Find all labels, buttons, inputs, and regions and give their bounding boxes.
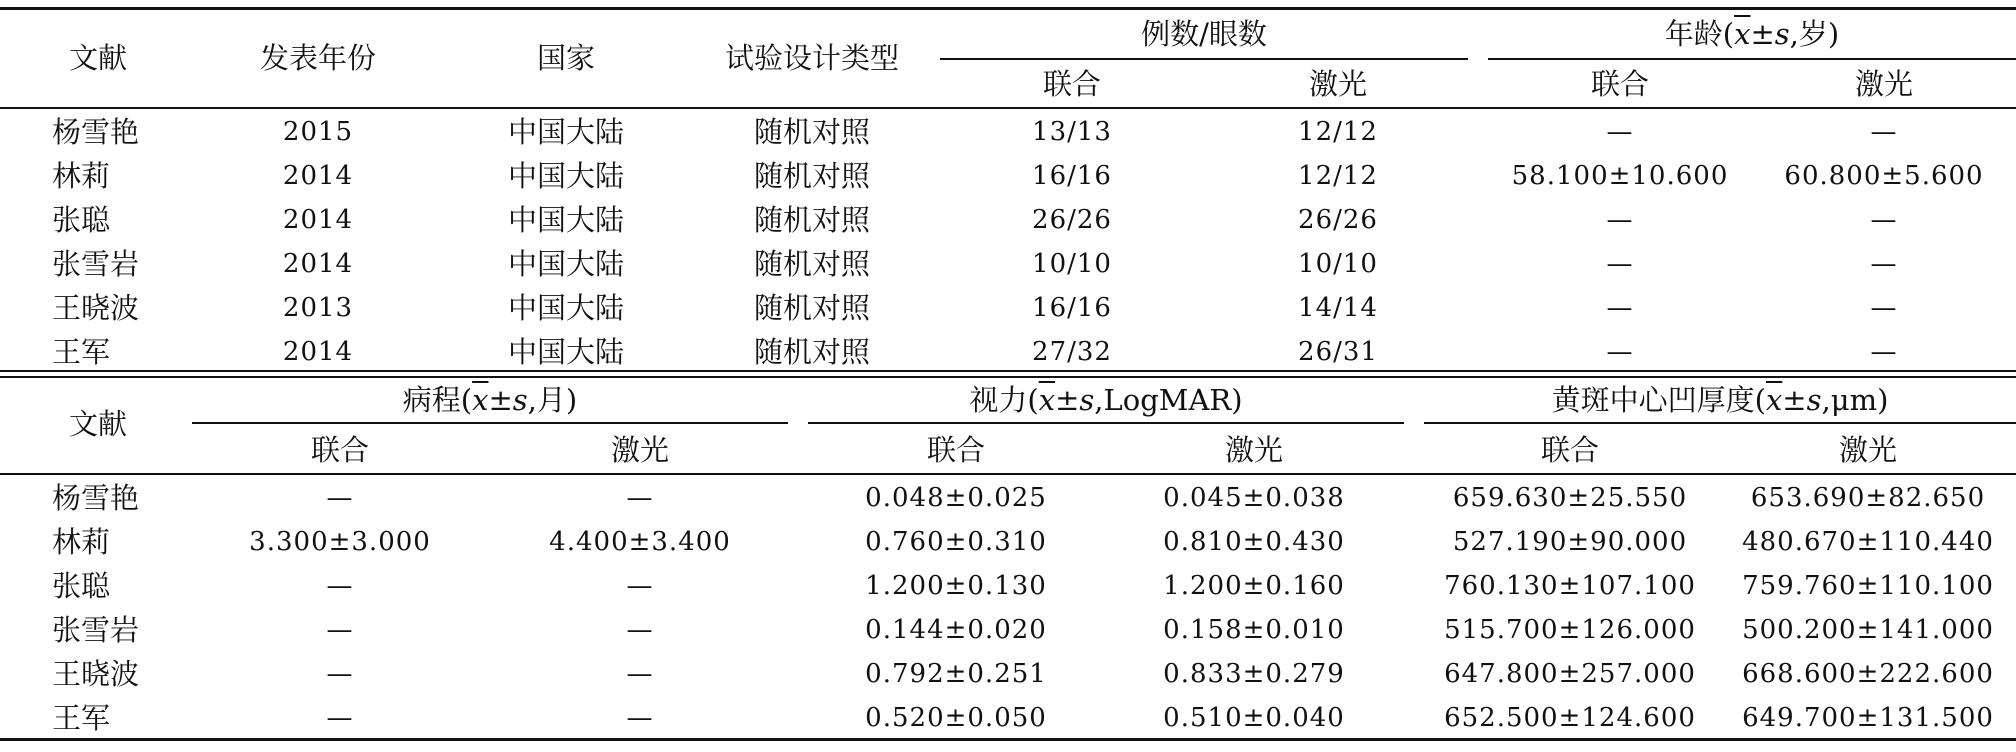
- p2-row-vision-combined: 0.520±0.050: [865, 703, 1047, 733]
- p2-row-vision-laser: 0.510±0.040: [1163, 703, 1345, 733]
- p2-row-literature: 杨雪艳: [52, 481, 140, 515]
- p2-row-course-combined: —: [326, 483, 354, 513]
- p2-row-course-laser: —: [626, 615, 654, 645]
- p2-row-course-laser: —: [626, 483, 654, 513]
- p2-row-literature: 张聪: [52, 569, 111, 603]
- p1-row-age-laser: —: [1870, 337, 1898, 367]
- p1-row-country: 中国大陆: [507, 203, 625, 237]
- p2-row-course-laser: 4.400±3.400: [549, 527, 731, 557]
- table-top-rule: [0, 7, 2016, 10]
- table-bottom-rule: [0, 738, 2016, 741]
- p2-row-macula-combined: 652.500±124.600: [1444, 703, 1696, 733]
- p2-row-literature: 张雪岩: [52, 613, 140, 647]
- p2-row-macula-combined: 527.190±90.000: [1452, 527, 1688, 557]
- p1-row-age-combined: —: [1606, 117, 1634, 147]
- header-age-combined: 联合: [1590, 67, 1650, 101]
- p2-row-course-combined: —: [326, 703, 354, 733]
- p1-row-design: 随机对照: [753, 115, 871, 149]
- p2-row-macula-combined: 760.130±107.100: [1444, 571, 1696, 601]
- p2-row-macula-laser: 649.700±131.500: [1742, 703, 1994, 733]
- p2-row-vision-laser: 0.810±0.430: [1163, 527, 1345, 557]
- p2-row-macula-combined: 647.800±257.000: [1444, 659, 1696, 689]
- p1-row-cases-combined: 10/10: [1032, 249, 1112, 279]
- p1-row-cases-laser: 12/12: [1298, 161, 1378, 191]
- p1-row-design: 随机对照: [753, 335, 871, 369]
- header-vision-combined: 联合: [926, 433, 986, 467]
- p1-row-age-combined: 58.100±10.600: [1511, 161, 1729, 191]
- p1-row-cases-laser: 10/10: [1298, 249, 1378, 279]
- p1-row-cases-laser: 14/14: [1298, 293, 1378, 323]
- header-literature: 文献: [68, 41, 128, 75]
- p1-row-literature: 王晓波: [52, 291, 140, 325]
- header-age-laser: 激光: [1854, 67, 1914, 101]
- p2-row-vision-combined: 0.792±0.251: [865, 659, 1047, 689]
- header-course-group: 病程($\overline{x}\pm s$,月): [402, 383, 578, 417]
- p1-row-cases-laser: 26/31: [1298, 337, 1378, 367]
- part-separator-rule-2: [0, 376, 2016, 378]
- p1-row-design: 随机对照: [753, 247, 871, 281]
- p2-row-literature: 林莉: [52, 525, 111, 559]
- p2-row-course-laser: —: [626, 571, 654, 601]
- p2-row-vision-combined: 1.200±0.130: [865, 571, 1047, 601]
- part2-header-bottom-rule: [0, 473, 2016, 475]
- p2-row-vision-combined: 0.144±0.020: [865, 615, 1047, 645]
- p1-row-cases-combined: 13/13: [1032, 117, 1112, 147]
- macula-group-underline: [1424, 422, 2016, 424]
- p2-row-course-laser: —: [626, 659, 654, 689]
- p2-header-literature: 文献: [68, 407, 128, 441]
- p1-row-year: 2014: [282, 249, 354, 279]
- p1-row-age-combined: —: [1606, 205, 1634, 235]
- p2-row-macula-laser: 500.200±141.000: [1742, 615, 1994, 645]
- p2-row-course-combined: —: [326, 571, 354, 601]
- p1-row-cases-combined: 16/16: [1032, 161, 1112, 191]
- p1-row-cases-combined: 27/32: [1032, 337, 1112, 367]
- header-macula-group: 黄斑中心凹厚度$(\overline{x}\pm s,\mu m)$: [1551, 383, 1889, 417]
- p1-row-age-laser: —: [1870, 249, 1898, 279]
- p2-row-macula-laser: 653.690±82.650: [1750, 483, 1986, 513]
- age-group-underline: [1488, 58, 2016, 60]
- header-age-group: 年龄($\overline{x}\pm s$,岁): [1664, 17, 1840, 51]
- p2-row-macula-combined: 659.630±25.550: [1452, 483, 1688, 513]
- p1-row-country: 中国大陆: [507, 159, 625, 193]
- p2-row-macula-laser: 759.760±110.100: [1742, 571, 1994, 601]
- header-course-combined: 联合: [310, 433, 370, 467]
- p1-row-country: 中国大陆: [507, 247, 625, 281]
- p1-row-age-laser: 60.800±5.600: [1784, 161, 1984, 191]
- header-vision-laser: 激光: [1224, 433, 1284, 467]
- header-country: 国家: [536, 41, 596, 75]
- p1-row-design: 随机对照: [753, 291, 871, 325]
- p2-row-macula-laser: 668.600±222.600: [1742, 659, 1994, 689]
- p1-row-cases-laser: 12/12: [1298, 117, 1378, 147]
- header-macula-laser: 激光: [1838, 433, 1898, 467]
- p2-row-vision-laser: 0.045±0.038: [1163, 483, 1345, 513]
- cases-group-underline: [940, 58, 1468, 60]
- p1-row-literature: 林莉: [52, 159, 111, 193]
- p1-row-design: 随机对照: [753, 203, 871, 237]
- header-design: 试验设计类型: [724, 41, 900, 75]
- p1-row-design: 随机对照: [753, 159, 871, 193]
- p1-row-country: 中国大陆: [507, 115, 625, 149]
- p1-row-age-combined: —: [1606, 293, 1634, 323]
- p1-row-literature: 杨雪艳: [52, 115, 140, 149]
- header-cases-group: 例数/眼数: [1141, 17, 1267, 51]
- header-course-laser: 激光: [610, 433, 670, 467]
- p2-row-macula-laser: 480.670±110.440: [1742, 527, 1994, 557]
- vision-group-underline: [808, 422, 1404, 424]
- p2-row-course-combined: —: [326, 659, 354, 689]
- p1-row-year: 2014: [282, 161, 354, 191]
- p1-row-cases-combined: 26/26: [1032, 205, 1112, 235]
- p1-row-literature: 张聪: [52, 203, 111, 237]
- p1-row-country: 中国大陆: [507, 291, 625, 325]
- header-macula-combined: 联合: [1540, 433, 1600, 467]
- p2-row-macula-combined: 515.700±126.000: [1444, 615, 1696, 645]
- part1-header-bottom-rule: [0, 107, 2016, 109]
- p1-row-country: 中国大陆: [507, 335, 625, 369]
- p1-row-age-combined: —: [1606, 337, 1634, 367]
- p2-row-vision-laser: 0.158±0.010: [1163, 615, 1345, 645]
- p1-row-year: 2014: [282, 205, 354, 235]
- p1-row-age-laser: —: [1870, 117, 1898, 147]
- p2-row-vision-combined: 0.048±0.025: [865, 483, 1047, 513]
- p1-row-literature: 王军: [52, 335, 111, 369]
- p1-row-year: 2013: [282, 293, 354, 323]
- p1-row-cases-combined: 16/16: [1032, 293, 1112, 323]
- p2-row-vision-combined: 0.760±0.310: [865, 527, 1047, 557]
- header-vision-group: 视力$(\overline{x}\pm s,LogMAR)$: [969, 383, 1243, 417]
- p2-row-course-laser: —: [626, 703, 654, 733]
- p1-row-age-laser: —: [1870, 293, 1898, 323]
- p1-row-age-laser: —: [1870, 205, 1898, 235]
- p1-row-literature: 张雪岩: [52, 247, 140, 281]
- p2-row-course-combined: 3.300±3.000: [249, 527, 431, 557]
- p1-row-cases-laser: 26/26: [1298, 205, 1378, 235]
- p2-row-literature: 王晓波: [52, 657, 140, 691]
- p2-row-vision-laser: 1.200±0.160: [1163, 571, 1345, 601]
- p1-row-year: 2015: [282, 117, 354, 147]
- p2-row-literature: 王军: [52, 701, 111, 735]
- p2-row-vision-laser: 0.833±0.279: [1163, 659, 1345, 689]
- header-cases-laser: 激光: [1308, 67, 1368, 101]
- header-cases-combined: 联合: [1042, 67, 1102, 101]
- header-year: 发表年份: [259, 41, 377, 75]
- p1-row-age-combined: —: [1606, 249, 1634, 279]
- p1-row-year: 2014: [282, 337, 354, 367]
- p2-row-course-combined: —: [326, 615, 354, 645]
- course-group-underline: [192, 422, 788, 424]
